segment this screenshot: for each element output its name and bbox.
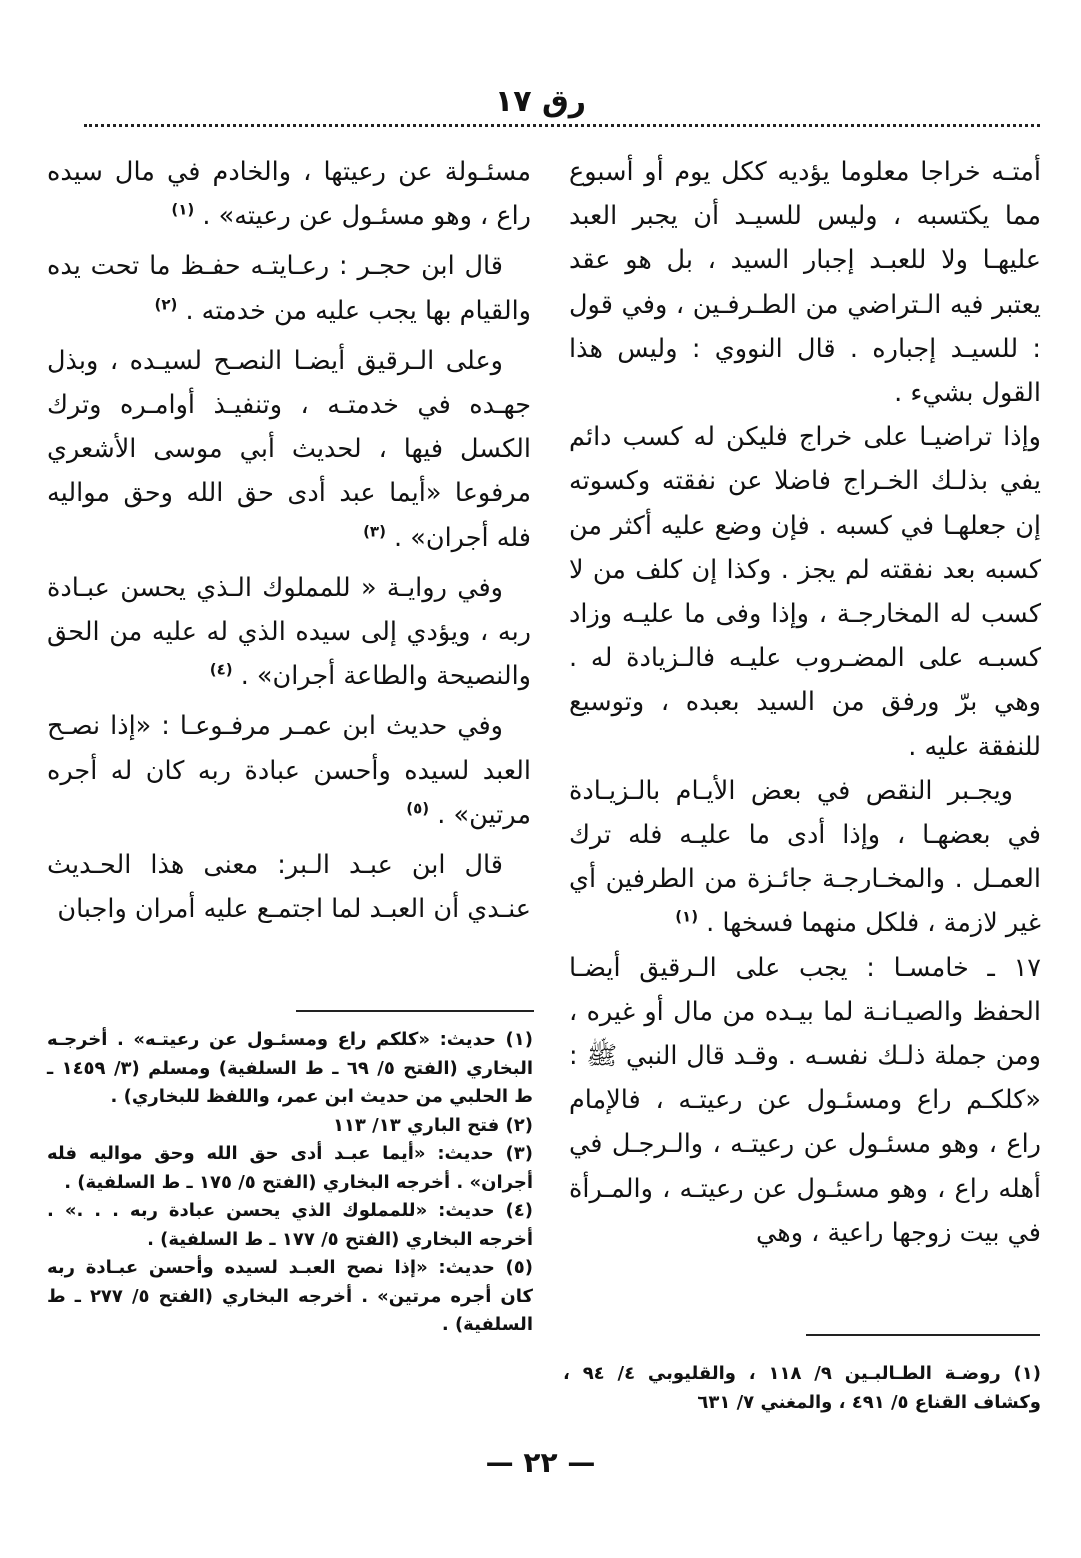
paragraph-text: قال ابن حجـر : رعـايتـه حفـظ ما تحت يده والقيام بها يجب عليه من خدمته .	[47, 251, 531, 326]
body-paragraph	[569, 415, 1041, 769]
footnote-marker: (٥)	[406, 799, 430, 818]
footnote-separator	[806, 1334, 1040, 1336]
body-paragraph	[569, 769, 1041, 946]
paragraph-text: وإذا تراضيـا على خراج فليكن له كسب دائم يفي بذلـك الخـراج فاضلا عن نفقته وكسوته إن جعلهـا في كسبه . فإن وضع عليه أكثر من كسبه بعد نفقته لم يجز . وكذا إن كلف من لا كسب له المخارجـة ، وإذا وفى ما عليـه وزاد كسبـه على المضـروب عليـه فالـزيادة له . وهي برّ ورفق من السيد بعبده ، وتوسيع للنفقة عليه .	[569, 422, 1041, 762]
paragraph-text: مسئـولة عن رعيتها ، والخادم في مال سيده راع ، وهو مسئـول عن رعيته» .	[47, 157, 531, 232]
running-head: رق ١٧	[494, 84, 587, 119]
paragraph-text: قال ابن عبـد الـبر: معنى هذا الحـديث عنـدي أن العبـد لما اجتمـع عليه أمران واجبان	[47, 850, 531, 925]
left-column	[47, 150, 531, 931]
footnote-marker: (٤)	[209, 660, 233, 679]
footnote-marker: (١)	[675, 907, 699, 926]
footnotes-left	[47, 1026, 533, 1340]
footnote: (٥) حديث: «إذا نصح العبـد لسيده وأحسن عبـادة ربه كان أجره مرتين» . أخرجه البخاري (الفتح ٥/ ٢٧٧ ـ ط السلفية) .	[47, 1257, 534, 1335]
body-paragraph	[47, 704, 531, 837]
body-paragraph	[569, 946, 1041, 1255]
footnote: (٣) حديث: «أيما عبـد أدى حق الله وحق مواليه فله أجران» . أخرجه البخاري (الفتح ٥/ ١٧٥ ـ ط السلفية) .	[47, 1143, 533, 1193]
paragraph-text: أمتـه خراجا معلوما يؤديه ككل يوم أو أسبوع مما يكتسبه ، وليس للسيـد أن يجبر العبد عليهـا ولا للعبـد إجبار السيد ، بل هو عقد يعتبر فيه الـتراضي من الطـرفـين ، وفي قول : للسيـد إجباره . قال النووي : وليس هذا القول بشيء .	[569, 157, 1041, 409]
body-paragraph	[47, 244, 531, 332]
body-paragraph	[569, 150, 1041, 415]
paragraph-text: وفي حديث ابن عمـر مرفـوعـا : «إذا نصـح العبد لسيده وأحسن عبادة ربه كان له أجره مرتين» .	[47, 711, 531, 830]
footnote-marker: (٢)	[154, 295, 178, 314]
body-paragraph	[47, 339, 531, 560]
paragraph-text: ١٧ ـ خامسـا : يجب على الـرقيق أيضـا الحفظ والصيـانـة لما بيـده من مال أو غيره ، ومن جملة ذلـك نفسـه . وقـد قال النبي ﷺ : «كلكـم راع ومسئـول عن رعيتـه ، فالإمام راع ، وهو مسئـول عن رعيتـه ، والـرجـل في أهله راع ، وهو مسئـول عن رعيتـه ، والمـرأة في بيت زوجها راعية ، وهي	[569, 952, 1041, 1248]
paragraph-text: ويجـبر النقص في بعض الأيـام بالـزيـادة في بعضهـا ، وإذا أدى ما عليـه فله ترك العمـل . والمخـارجـة جائـزة من الطرفين أي غير لازمة ، فلكل منهما فسخها .	[569, 775, 1041, 939]
footnote: (٢) فتح الباري ١٣/ ١١٣	[332, 1114, 533, 1136]
footnote-marker: (٣)	[363, 522, 386, 541]
header-dotted-rule	[84, 124, 1040, 127]
footnotes-right	[563, 1360, 1041, 1417]
footnote: (٤) حديث: «للمملوك الذي يحسن عبادة ربه . . .» . أخرجه البخاري (الفتح ٥/ ١٧٧ ـ ط السلفية) .	[47, 1200, 533, 1250]
footnote-marker: (١)	[171, 200, 195, 219]
body-paragraph	[47, 150, 531, 238]
body-paragraph	[47, 566, 531, 699]
body-paragraph	[47, 843, 531, 931]
paragraph-text: وعلى الـرقيق أيضـا النصـح لسيـده ، وبذل جهـده في خدمتـه ، وتنفيـذ أوامـره وترك الكسل فيها ، لحديث أبي موسى الأشعري مرفوعا «أيما عبد أدى حق الله وحق مواليه فله أجران» .	[47, 345, 531, 553]
footnote: (١) حديث: «كلكم راع ومسئـول عن رعيتـه» . أخرجـه البخاري (الفتح ٥/ ٦٩ ـ ط السلفية) ومسلم (٣/ ١٤٥٩ ـ ط الحلبي من حديث ابن عمر، واللفظ للبخاري) .	[47, 1029, 533, 1107]
paragraph-text: وفي روايـة « للمملوك الـذي يحسن عبـادة ربه ، ويؤدي إلى سيده الذي له عليه من الحق والنصيحة والطاعة أجران» .	[47, 572, 531, 692]
right-column	[569, 150, 1041, 1255]
footnote: (١) روضـة الطـالبـين ٩/ ١١٨ ، والقليوبي ٤/ ٩٤ ، وكشاف القناع ٥/ ٤٩١ ، والمغني ٧/ ٦٣١	[563, 1363, 1042, 1413]
page-number: — ٢٢ —	[485, 1446, 596, 1479]
footnote-separator	[296, 1010, 534, 1012]
